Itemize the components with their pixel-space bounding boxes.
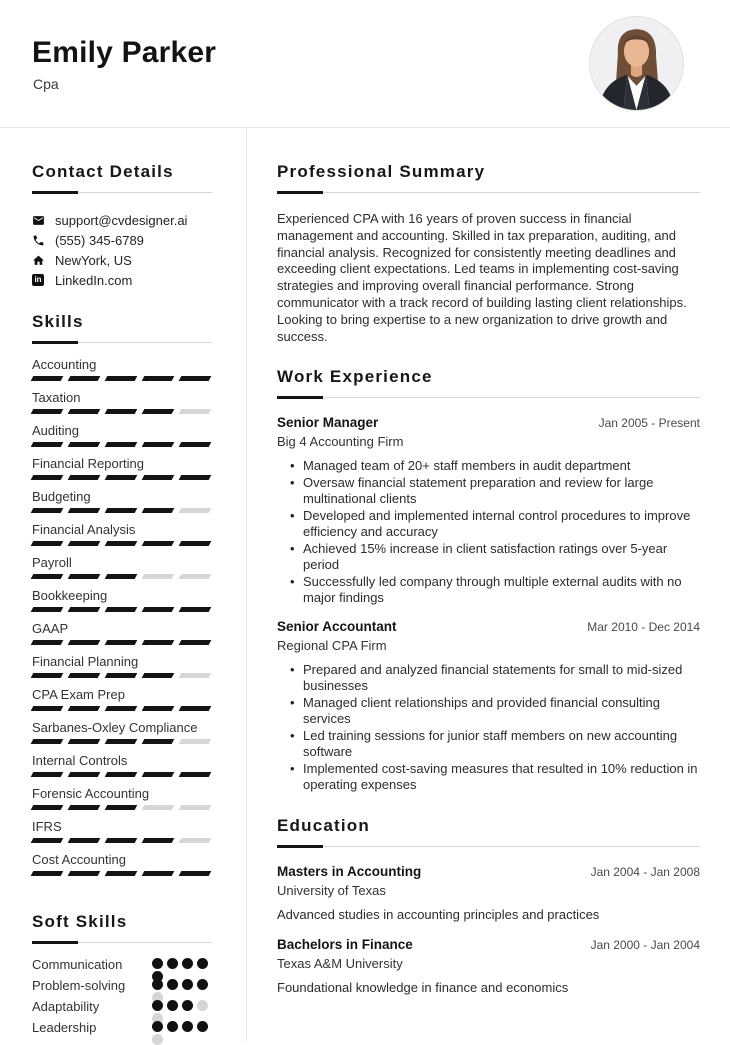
skill-name: Cost Accounting [32, 852, 126, 867]
level-segment [142, 442, 175, 447]
level-segment [179, 409, 212, 414]
level-dot [182, 1000, 193, 1011]
level-segment [142, 508, 175, 513]
level-dot [152, 1034, 163, 1045]
level-segment [105, 673, 138, 678]
skill-item [32, 752, 212, 777]
level-segment [105, 706, 138, 711]
soft-skills-heading: Soft Skills [32, 912, 128, 931]
job-bullets [277, 458, 700, 607]
skill-name: Financial Reporting [32, 456, 145, 471]
soft-skill-item [32, 999, 212, 1020]
heading-rule [32, 940, 212, 943]
level-segment [68, 607, 101, 612]
education-dates: Jan 2000 - Jan 2004 [590, 937, 700, 952]
level-segment [105, 442, 138, 447]
level-segment [179, 871, 212, 876]
skill-item [32, 686, 212, 711]
level-dot [182, 979, 193, 990]
skill-level-bar [32, 706, 212, 711]
skill-name: Financial Planning [32, 654, 139, 669]
summary-heading: Professional Summary [277, 162, 486, 181]
level-segment [179, 805, 212, 810]
contact-phone-text: (555) 345-6789 [55, 232, 144, 248]
level-segment [179, 508, 212, 513]
education-section [277, 816, 700, 996]
level-segment [179, 772, 212, 777]
skill-level-bar [32, 376, 212, 381]
level-segment [31, 739, 64, 744]
level-dot [197, 958, 208, 969]
level-segment [105, 772, 138, 777]
soft-skill-item [32, 957, 212, 978]
skill-level-bar [32, 739, 212, 744]
school-name: University of Texas [277, 882, 386, 898]
level-dot [197, 979, 208, 990]
level-segment [68, 706, 101, 711]
level-segment [31, 541, 64, 546]
level-segment [142, 871, 175, 876]
level-segment [142, 607, 175, 612]
job-entry [277, 619, 700, 794]
level-segment [179, 541, 212, 546]
job-title: Senior Manager [277, 415, 379, 431]
person-job-title: Cpa [33, 76, 59, 92]
resume-header [0, 0, 730, 128]
level-segment [105, 409, 138, 414]
level-dot [152, 1000, 163, 1011]
contact-item-email[interactable] [32, 210, 212, 230]
level-segment [68, 574, 101, 579]
level-dot [182, 958, 193, 969]
education-dates: Jan 2004 - Jan 2008 [590, 864, 700, 879]
skill-level-bar [32, 607, 212, 612]
education-description: Advanced studies in accounting principles and practices [277, 906, 600, 922]
level-segment [142, 409, 175, 414]
skill-name: IFRS [32, 819, 62, 834]
level-segment [142, 739, 175, 744]
skill-name: Sarbanes-Oxley Compliance [32, 720, 198, 735]
skill-name: Auditing [32, 423, 79, 438]
skills-heading: Skills [32, 312, 84, 331]
main-column [247, 128, 730, 1041]
level-segment [31, 871, 64, 876]
skill-item [32, 785, 212, 810]
level-segment [142, 640, 175, 645]
skill-level-bar [32, 640, 212, 645]
level-segment [179, 640, 212, 645]
level-segment [31, 607, 64, 612]
level-segment [31, 640, 64, 645]
soft-skill-level-dots [150, 957, 212, 970]
experience-section [277, 367, 700, 794]
level-dot [197, 1000, 208, 1011]
profile-photo-illustration [590, 17, 683, 110]
left-sidebar [0, 128, 247, 1041]
job-dates: Mar 2010 - Dec 2014 [587, 619, 700, 634]
level-segment [68, 871, 101, 876]
level-dot [197, 1021, 208, 1032]
level-segment [105, 607, 138, 612]
level-segment [68, 640, 101, 645]
level-dot [152, 979, 163, 990]
level-segment [142, 838, 175, 843]
contact-item-phone [32, 230, 212, 250]
level-segment [31, 376, 64, 381]
level-segment [68, 838, 101, 843]
heading-rule [277, 190, 700, 193]
skill-level-bar [32, 475, 212, 480]
contact-linkedin-text: LinkedIn.com [55, 272, 133, 288]
email-icon [32, 214, 45, 227]
level-segment [105, 739, 138, 744]
level-segment [31, 673, 64, 678]
level-dot [167, 979, 178, 990]
level-dot [167, 958, 178, 969]
skill-level-bar [32, 574, 212, 579]
level-segment [142, 475, 175, 480]
skill-item [32, 851, 212, 876]
home-icon [32, 254, 45, 267]
level-segment [142, 541, 175, 546]
soft-skill-item [32, 978, 212, 999]
skill-level-bar [32, 409, 212, 414]
level-dot [152, 1021, 163, 1032]
skill-item [32, 653, 212, 678]
heading-rule [32, 340, 212, 343]
level-segment [105, 871, 138, 876]
level-segment [68, 673, 101, 678]
level-segment [105, 475, 138, 480]
job-title: Senior Accountant [277, 618, 397, 634]
level-segment [31, 706, 64, 711]
level-segment [31, 442, 64, 447]
job-entry [277, 415, 700, 607]
phone-icon [32, 234, 45, 247]
education-header [277, 937, 700, 953]
level-segment [68, 541, 101, 546]
level-segment [142, 805, 175, 810]
heading-rule [32, 190, 212, 193]
education-description: Foundational knowledge in finance and economics [277, 979, 569, 995]
education-entry [277, 937, 700, 996]
education-entry [277, 864, 700, 923]
level-segment [105, 376, 138, 381]
level-segment [179, 475, 212, 480]
soft-skills-list [32, 957, 212, 1041]
bullet-item: • Managed team of 20+ staff members in audit department [303, 458, 700, 475]
soft-skill-level-dots [150, 978, 212, 991]
level-segment [142, 574, 175, 579]
skill-name: Financial Analysis [32, 522, 136, 537]
level-dot [152, 958, 163, 969]
linkedin-icon: in [32, 274, 45, 287]
skill-item [32, 554, 212, 579]
skill-name: Forensic Accounting [32, 786, 150, 801]
level-segment [142, 772, 175, 777]
job-company: Regional CPA Firm [277, 637, 387, 653]
skill-item [32, 818, 212, 843]
skill-item [32, 455, 212, 480]
skill-name: CPA Exam Prep [32, 687, 125, 702]
level-segment [179, 739, 212, 744]
level-segment [68, 739, 101, 744]
level-segment [105, 640, 138, 645]
level-segment [31, 805, 64, 810]
level-dot [167, 1000, 178, 1011]
skill-name: GAAP [32, 621, 69, 636]
contact-list [32, 210, 212, 290]
level-segment [68, 772, 101, 777]
skill-item [32, 488, 212, 513]
school-name: Texas A&M University [277, 955, 403, 971]
bullet-item: • Developed and implemented internal control procedures to improve efficiency and accuracy [303, 508, 700, 541]
level-segment [68, 475, 101, 480]
skill-level-bar [32, 541, 212, 546]
level-segment [179, 442, 212, 447]
level-segment [142, 706, 175, 711]
level-segment [68, 805, 101, 810]
degree-title: Masters in Accounting [277, 863, 422, 879]
contact-heading: Contact Details [32, 162, 174, 181]
skill-name: Payroll [32, 555, 72, 570]
job-bullets [277, 662, 700, 794]
level-segment [179, 607, 212, 612]
level-segment [68, 409, 101, 414]
bullet-item: • Implemented cost-saving measures that resulted in 10% reduction in operating expenses [303, 761, 700, 794]
soft-skill-name: Adaptability [32, 999, 100, 1014]
level-segment [142, 376, 175, 381]
bullet-item: • Prepared and analyzed financial statements for small to mid-sized businesses [303, 662, 700, 695]
skill-level-bar [32, 871, 212, 876]
resume-body [0, 128, 730, 1041]
bullet-item: • Successfully led company through multiple external audits with no major findings [303, 574, 700, 607]
contact-section [32, 162, 212, 290]
level-segment [179, 574, 212, 579]
soft-skill-name: Problem-solving [32, 978, 126, 993]
skill-item [32, 521, 212, 546]
level-segment [142, 673, 175, 678]
profile-photo [590, 17, 683, 110]
skill-name: Taxation [32, 390, 81, 405]
contact-email-text: support@cvdesigner.ai [55, 212, 188, 228]
level-segment [31, 508, 64, 513]
skill-level-bar [32, 838, 212, 843]
person-name: Emily Parker [32, 36, 217, 69]
level-segment [31, 475, 64, 480]
skill-item [32, 719, 212, 744]
summary-section [277, 162, 700, 345]
summary-text: Experienced CPA with 16 years of proven success in financial management and accounting. Skilled in tax preparation, auditing, and financial analysis. Recognized for consistently meeting deadlines and exceeding client expectations. Led teams in implementing cost-saving strategies and improving overall financial performance. Strong communicator with a track record of building lasting client relationships. Looking to bring expertise to a new organization to drive growth and success. [277, 211, 687, 344]
level-dot [167, 1021, 178, 1032]
skill-level-bar [32, 508, 212, 513]
bullet-item: • Managed client relationships and provided financial consulting services [303, 695, 700, 728]
level-segment [68, 442, 101, 447]
skill-name: Accounting [32, 357, 97, 372]
experience-heading: Work Experience [277, 367, 433, 387]
bullet-item: • Achieved 15% increase in client satisfaction ratings over 5-year period [303, 541, 700, 574]
skill-level-bar [32, 442, 212, 447]
skill-item [32, 620, 212, 645]
skill-item [32, 422, 212, 447]
soft-skill-name: Leadership [32, 1020, 97, 1035]
soft-skill-name: Communication [32, 957, 123, 972]
level-segment [105, 838, 138, 843]
job-header [277, 619, 700, 635]
skill-level-bar [32, 673, 212, 678]
level-segment [179, 706, 212, 711]
soft-skill-level-dots [150, 999, 212, 1012]
soft-skills-section [32, 912, 212, 1041]
level-segment [31, 772, 64, 777]
level-dot [182, 1021, 193, 1032]
bullet-item: • Oversaw financial statement preparation and review for large multinational clients [303, 475, 700, 508]
skills-section [32, 312, 212, 876]
level-segment [68, 376, 101, 381]
level-segment [31, 574, 64, 579]
level-segment [105, 805, 138, 810]
skill-item [32, 587, 212, 612]
level-segment [179, 838, 212, 843]
skill-name: Budgeting [32, 489, 91, 504]
jobs-list [277, 415, 700, 794]
skill-item [32, 389, 212, 414]
contact-item-location [32, 250, 212, 270]
education-list [277, 864, 700, 996]
level-segment [68, 508, 101, 513]
education-heading: Education [277, 815, 370, 835]
skill-name: Internal Controls [32, 753, 128, 768]
soft-skill-level-dots [150, 1020, 212, 1033]
skills-list [32, 356, 212, 876]
level-segment [105, 541, 138, 546]
level-segment [31, 409, 64, 414]
level-segment [105, 508, 138, 513]
skill-level-bar [32, 805, 212, 810]
education-header [277, 864, 700, 880]
job-company: Big 4 Accounting Firm [277, 434, 404, 450]
skill-level-bar [32, 772, 212, 777]
skill-name: Bookkeeping [32, 588, 108, 603]
job-header [277, 415, 700, 431]
bullet-item: • Led training sessions for junior staff members on new accounting software [303, 728, 700, 761]
level-segment [31, 838, 64, 843]
level-segment [179, 376, 212, 381]
degree-title: Bachelors in Finance [277, 936, 413, 952]
heading-rule [277, 395, 700, 398]
heading-rule [277, 844, 700, 847]
level-segment [105, 574, 138, 579]
soft-skill-item [32, 1020, 212, 1041]
skill-item [32, 356, 212, 381]
contact-item-linkedin[interactable] [32, 270, 212, 290]
job-dates: Jan 2005 - Present [598, 416, 700, 431]
level-segment [179, 673, 212, 678]
contact-location-text: NewYork, US [55, 252, 132, 268]
